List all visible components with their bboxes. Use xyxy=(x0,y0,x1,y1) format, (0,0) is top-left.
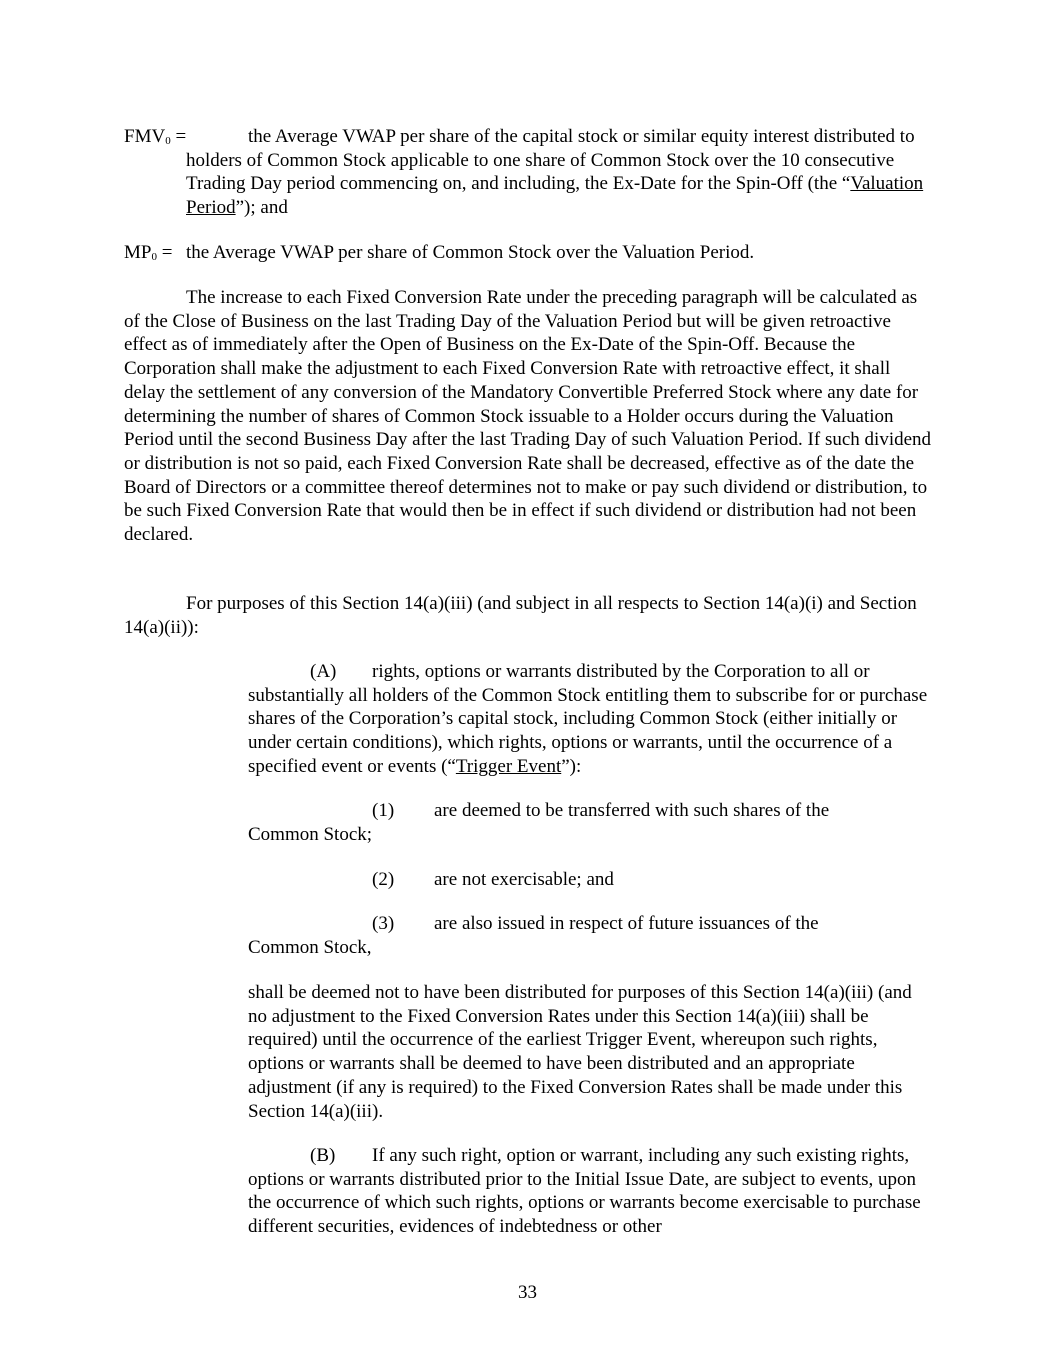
paragraph-purposes: For purposes of this Section 14(a)(iii) (and subject in all respects to Section 14(a)(i) and Section 14(a)(ii)): xyxy=(124,593,917,638)
paragraph-deemed: shall be deemed not to have been distributed for purposes of this Section 14(a)(iii) (and no adjustment to the Fixed Conversion Rates under this Section 14(a)(iii) shall be required) until the occurrence of the earliest Trigger Event, whereupon such rights, options or warrants shall be deemed to have been distributed and an appropriate adjustment (if any is required) to the Fixed Conversion Rates shall be made under this Section 14(a)(iii). xyxy=(248,982,912,1122)
definition-mp xyxy=(124,241,934,265)
sub-item-1: (1) are deemed to be transferred with such shares of the Common Stock; xyxy=(248,800,830,845)
definition-symbol: $MP_0$ = xyxy=(124,242,173,263)
sub-item-3: (3) are also issued in respect of future issuances of the Common Stock, xyxy=(248,913,819,958)
item-a: (A) rights, options or warrants distributed by the Corporation to all or substantially all holders of the Common Stock entitling them to subscribe for or purchase shares of the Corporation’s capital stock, including Common Stock (either initially or under certain conditions), which rights, options or warrants, until the occurrence of a specified event or events (“Trigger Event”): xyxy=(248,661,928,777)
defined-term-valuation-period: Valuation Period xyxy=(186,173,924,219)
item-b: (B) If any such right, option or warrant, including any such existing rights, options or warrants distributed prior to the Initial Issue Date, are subject to events, upon the occurrence of which such rights, options or warrants become exercisable to purchase different securities, evidences of indebtedness or other xyxy=(248,1145,921,1238)
sub-item-label: (1) xyxy=(372,800,395,821)
definition-text: the Average VWAP per share of the capital stock or similar equity interest distributed to holders of Common Stock applicable to one share of Common Stock over the 10 consecutive Trading Day period commencing on, and including, the Ex-Date for the Spin-Off (the “ xyxy=(186,126,915,195)
definition-symbol: $FMV_0$ = xyxy=(124,126,187,147)
defined-term-trigger-event: Trigger Event xyxy=(455,755,562,777)
sub-item-label: (2) xyxy=(372,869,395,890)
sub-item-2: (2) are not exercisable; and xyxy=(372,869,614,890)
definition-text: the Average VWAP per share of Common Stock over the Valuation Period. xyxy=(186,242,755,263)
item-a-label: (A) xyxy=(310,661,337,682)
definition-fmv: $FMV_0$ = the Average VWAP per share of the capital stock or similar equity interest distributed to holders of Common Stock applicable to one share of Common Stock over the 10 consecutive Trading Day period commencing on, and including, the Ex-Date for the Spin-Off (the “Valuation Period”); and xyxy=(124,126,924,219)
paragraph-increase: The increase to each Fixed Conversion Rate under the preceding paragraph will be calculated as of the Close of Business on the last Trading Day of the Valuation Period but will be given retroactive effect as of immediately after the Open of Business on the Ex-Date of the Spin-Off. Because the Corporation shall make the adjustment to each Fixed Conversion Rate with retroactive effect, it shall delay the settlement of any conversion of the Mandatory Convertible Preferred Stock where any date for determining the number of shares of Common Stock issuable to a Holder occurs during the Valuation Period until the second Business Day after the last Trading Day of such Valuation Period. If such dividend or distribution is not so paid, each Fixed Conversion Rate shall be decreased, effective as of the date the Board of Directors or a committee thereof determines not to make or pay such dividend or distribution, to be such Fixed Conversion Rate that would then be in effect if such dividend or distribution had not been declared. xyxy=(124,287,932,546)
sub-item-label: (3) xyxy=(372,913,395,934)
page-number: 33 xyxy=(518,1282,537,1303)
item-b-label: (B) xyxy=(310,1145,336,1166)
